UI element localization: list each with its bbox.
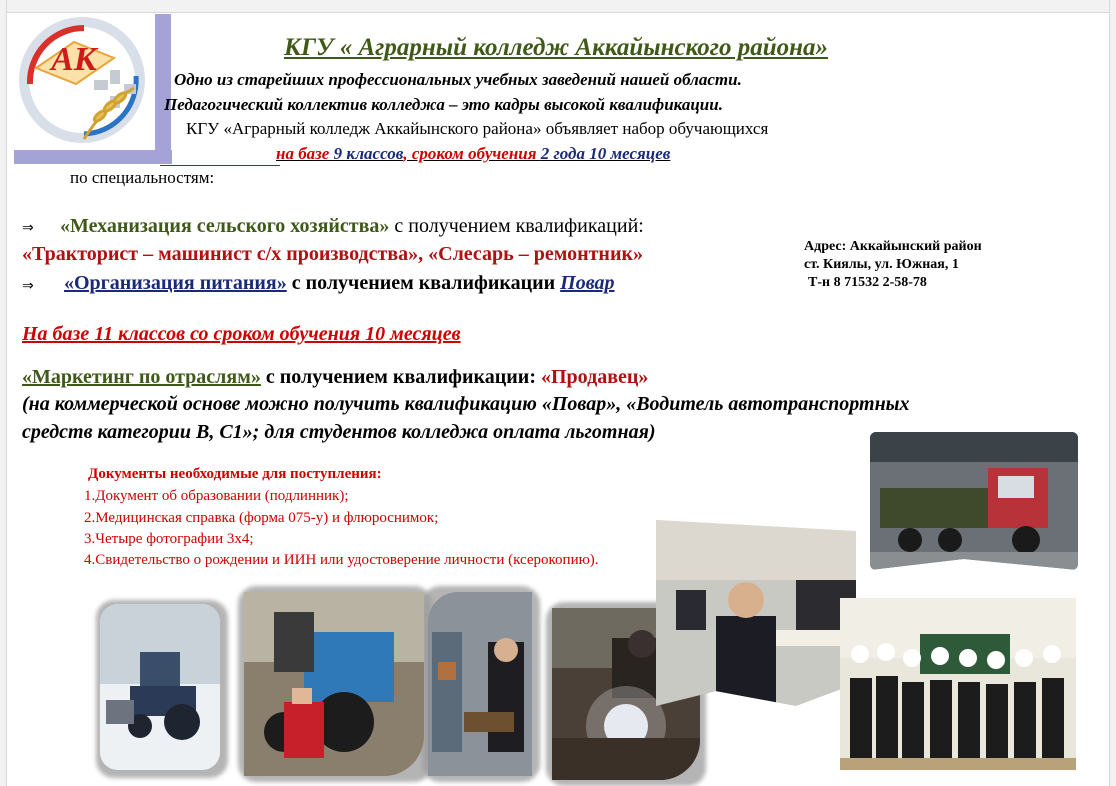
spec2-qualification: Повар: [560, 272, 615, 294]
spec3-name: «Маркетинг по отраслям»: [22, 366, 261, 388]
spec1-arrow-icon: ⇒: [22, 221, 34, 236]
college-logo: [14, 14, 170, 162]
address-phone: Т-н 8 71532 2-58-78: [808, 275, 927, 290]
spec3-note-1: (на коммерческой основе можно получить квалификацию «Повар», «Водитель автотранспортных: [22, 393, 910, 415]
address-line-2: ст. Киялы, ул. Южная, 1: [804, 257, 959, 272]
spec1-name: «Механизация сельского хозяйства»: [60, 215, 390, 237]
base-11-heading: На базе 11 классов со сроком обучения 10 месяцев: [22, 323, 461, 345]
spec3-qualification: «Продавец»: [540, 366, 649, 388]
tractor-workshop-photo: [244, 592, 424, 776]
document-item: 4.Свидетельство о рождении и ИИН или удостоверение личности (ксерокопию).: [84, 552, 599, 568]
document-item: 2.Медицинская справка (форма 075-у) и флюроснимок;: [84, 510, 439, 526]
document-item: 1.Документ об образовании (подлинник);: [84, 488, 349, 504]
snow-tractor-photo: [100, 604, 220, 770]
base-9-line: [276, 144, 670, 164]
cooks-group-photo: [840, 598, 1076, 770]
base-9-classes: 9 классов: [333, 144, 404, 163]
base-9-duration-label: , сроком обучения: [403, 144, 541, 163]
base-9-prefix: на базе: [276, 144, 334, 163]
page-right-edge: [1109, 0, 1116, 786]
specialties-intro: по специальностям:: [70, 168, 215, 187]
base-9-duration: 2 года 10 месяцев: [540, 144, 671, 163]
spec1-line: [60, 215, 644, 238]
spec1-suffix: с получением квалификаций:: [389, 215, 644, 237]
spec3-suffix: с получением квалификации:: [260, 366, 541, 388]
intro-line-2: Педагогический коллектив колледжа – это кадры высокой квалификации.: [164, 95, 723, 114]
truck-photo: [870, 432, 1078, 570]
spec3-line: [22, 366, 648, 389]
page-title: КГУ « Аграрный колледж Аккайынского района»: [284, 34, 829, 61]
base-9-underline-lead: [160, 165, 280, 166]
documents-heading: Документы необходимые для поступления:: [88, 466, 382, 482]
intro-line-1: Одно из старейших профессиональных учебных заведений нашей области.: [174, 70, 742, 89]
computer-class-photo: [656, 520, 856, 706]
spec2-suffix: с получением квалификации: [286, 272, 561, 294]
spec2-name: «Организация питания»: [64, 272, 287, 294]
drill-machine-photo: [428, 592, 532, 776]
page-left-edge: [0, 0, 7, 786]
spec3-note-2: средств категории В, С1»; для студентов колледжа оплата льготная): [22, 421, 656, 443]
spec2-line: [64, 272, 615, 295]
document-item: 3.Четыре фотографии 3х4;: [84, 531, 254, 547]
intro-line-3: КГУ «Аграрный колледж Аккайынского района» объявляет набор обучающихся: [186, 119, 769, 138]
spec1-qualifications: «Тракторист – машинист с/х производства», «Слесарь – ремонтник»: [22, 243, 644, 265]
logo-lettering: АК: [51, 41, 97, 78]
address-line-1: Адрес: Аккайынский район: [804, 239, 982, 254]
page-top-edge: [0, 0, 1116, 13]
spec2-arrow-icon: ⇒: [22, 279, 34, 294]
